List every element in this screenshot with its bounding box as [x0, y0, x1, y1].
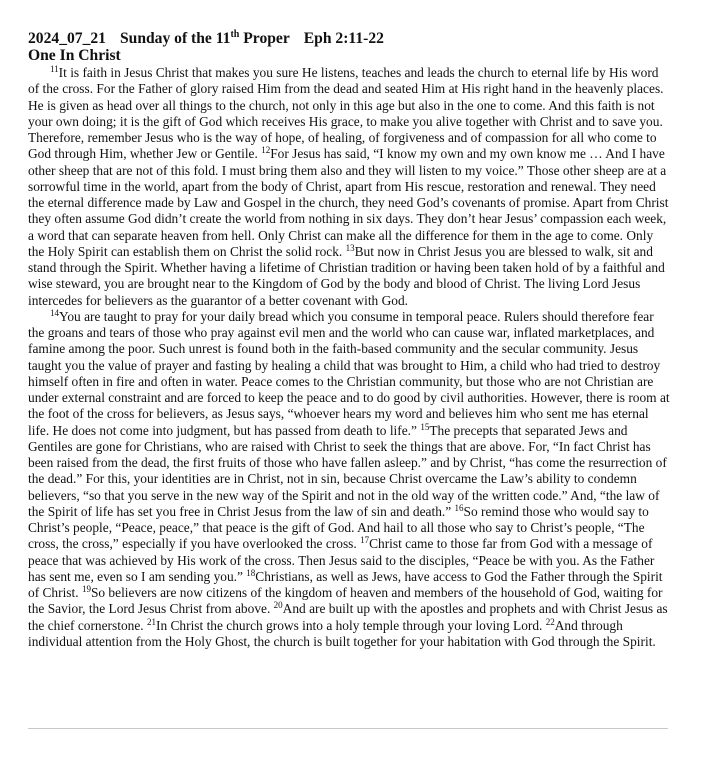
verse-number: 20 [273, 600, 283, 611]
verse-text: But now in Christ Jesus you are blessed to walk, sit and stand through the Spirit. Whether having a lifetime of Christian tradition or having been taken hold of by a faithful and wise steward, you are brought near to the Kingdom of God by the body and blood of Christ. The living Lord Jesus intercedes for believers as the guarantor of a better covenant with God. [28, 243, 665, 308]
sermon-body [28, 65, 670, 650]
footer-divider [28, 728, 668, 729]
verse-number: 21 [146, 616, 156, 627]
verse-number: 22 [545, 616, 555, 627]
verse-text: Christ came to those far from God with a message of peace that was achieved by His work of the cross. Then Jesus said to the disciples, “Peace be with you. As the Father has sent me, even so I am sending you.” [28, 536, 655, 584]
paragraph [28, 65, 670, 309]
verse-number: 14 [50, 307, 59, 318]
verse-text: For Jesus has said, “I know my own and my own know me … And I have other sheep that are not of this fold. I must bring them also and they will listen to my voice.” Those other sheep are at a sorrowful time in the world, apart from the body of Christ, apart from His rescue, restoration and renewal. They need the eternal difference made by Law and Gospel in the church, they need God’s covenants of promise. Apart from Christ they often assume God didn’t create the world from nothing in six days. They don’t hear Jesus’ compassion each week, a word that can separate heaven from hell. Only Christ can make all the difference for them in the age to come. Only the Holy Spirit can establish them on Christ the solid rock. [28, 146, 669, 259]
verse-text: It is faith in Jesus Christ that makes you sure He listens, teaches and leads the church to eternal life by His word of the cross. For the Father of glory raised Him from the dead and seated Him at His right hand in the heavenly places. He is given as head over all things to the church, not only in this age but also in the one to come. And this faith is not your own doing; it is the gift of God which receives His grace, to make you alive together with Christ and to save you. Therefore, remember Jesus who is the way of hope, of healing, of forgiveness and of compassion for all who come to God through Him, whether Jew or Gentile. [28, 65, 664, 162]
verse-text: The precepts that separated Jews and Gentiles are gone for Christians, who are raised with Christ to seek the things that are above. For, “In fact Christ has been raised from the dead, the first fruits of those who have fallen asleep.” and by Christ, “has come the resurrection of the dead.” For this, your identities are in Christ, not in sin, because Christ overcame the Law’s ability to condemn believers, “so that you serve in the new way of the Spirit and not in the old way of the written code.” And, “the law of the Spirit of life has set you free in Christ Jesus from the law of sin and death.” [28, 422, 667, 519]
verse-number: 12 [261, 145, 271, 156]
verse-number: 18 [246, 567, 256, 578]
sermon-title: One In Christ [28, 47, 121, 64]
verse-number: 16 [454, 502, 464, 513]
verse-number: 17 [360, 535, 370, 546]
heading-line [28, 30, 670, 47]
verse-text: So believers are now citizens of the kingdom of heaven and members of the household of God, waiting for the Savior, the Lord Jesus Christ from above. [28, 585, 663, 617]
verse-number: 11 [50, 64, 59, 74]
verse-number: 19 [81, 584, 91, 594]
verse-text: In Christ the church grows into a holy temple through your loving Lord. [155, 617, 546, 633]
paragraph [28, 309, 670, 650]
scripture-reference: Eph 2:11-22 [303, 30, 384, 47]
verse-text: And through individual attention from the Holy Ghost, the church is built together for your habitation with God through the Spirit. [28, 617, 656, 649]
sermon-date: 2024_07_21 [28, 30, 106, 47]
verse-text: So remind those who would say to Christ’s people, “Peace, peace,” that peace is the gift of God. And hail to all those who say to Christ’s people, “The cross, the cross,” especially if you have overlooked the cross. [28, 503, 649, 552]
verse-number: 13 [345, 242, 355, 253]
verse-text: Christians, as well as Jews, have access to God the Father through the Spirit of Christ. [28, 568, 663, 600]
liturgical-day: Sunday of the 11th Proper [119, 29, 290, 47]
document-page [28, 30, 670, 650]
verse-text: You are taught to pray for your daily bread which you consume in temporal peace. Rulers should therefore fear the groans and tears of those who pray against evil men and the world who can cause war, inflated marketplaces, and famine among the poor. Such unrest is found both in the faith-based community and the secular community. Jesus taught you the value of prayer and fasting by healing a child that was brought to Him, a child who had tried to destroy himself often in fire and often in water. Peace comes to the Christian community, but those who are not Christian are under external constraint and are forced to keep the peace and to do good by civil authorities. However, there is room at the foot of the cross for believers, as Jesus says, “whoever hears my word and believes him who sent me has eternal life. He does not come into judgment, but has passed from death to life.” [28, 308, 670, 438]
verse-text: And are built up with the apostles and prophets and with Christ Jesus as the chief cornerstone. [28, 601, 668, 633]
verse-number: 15 [420, 421, 430, 432]
